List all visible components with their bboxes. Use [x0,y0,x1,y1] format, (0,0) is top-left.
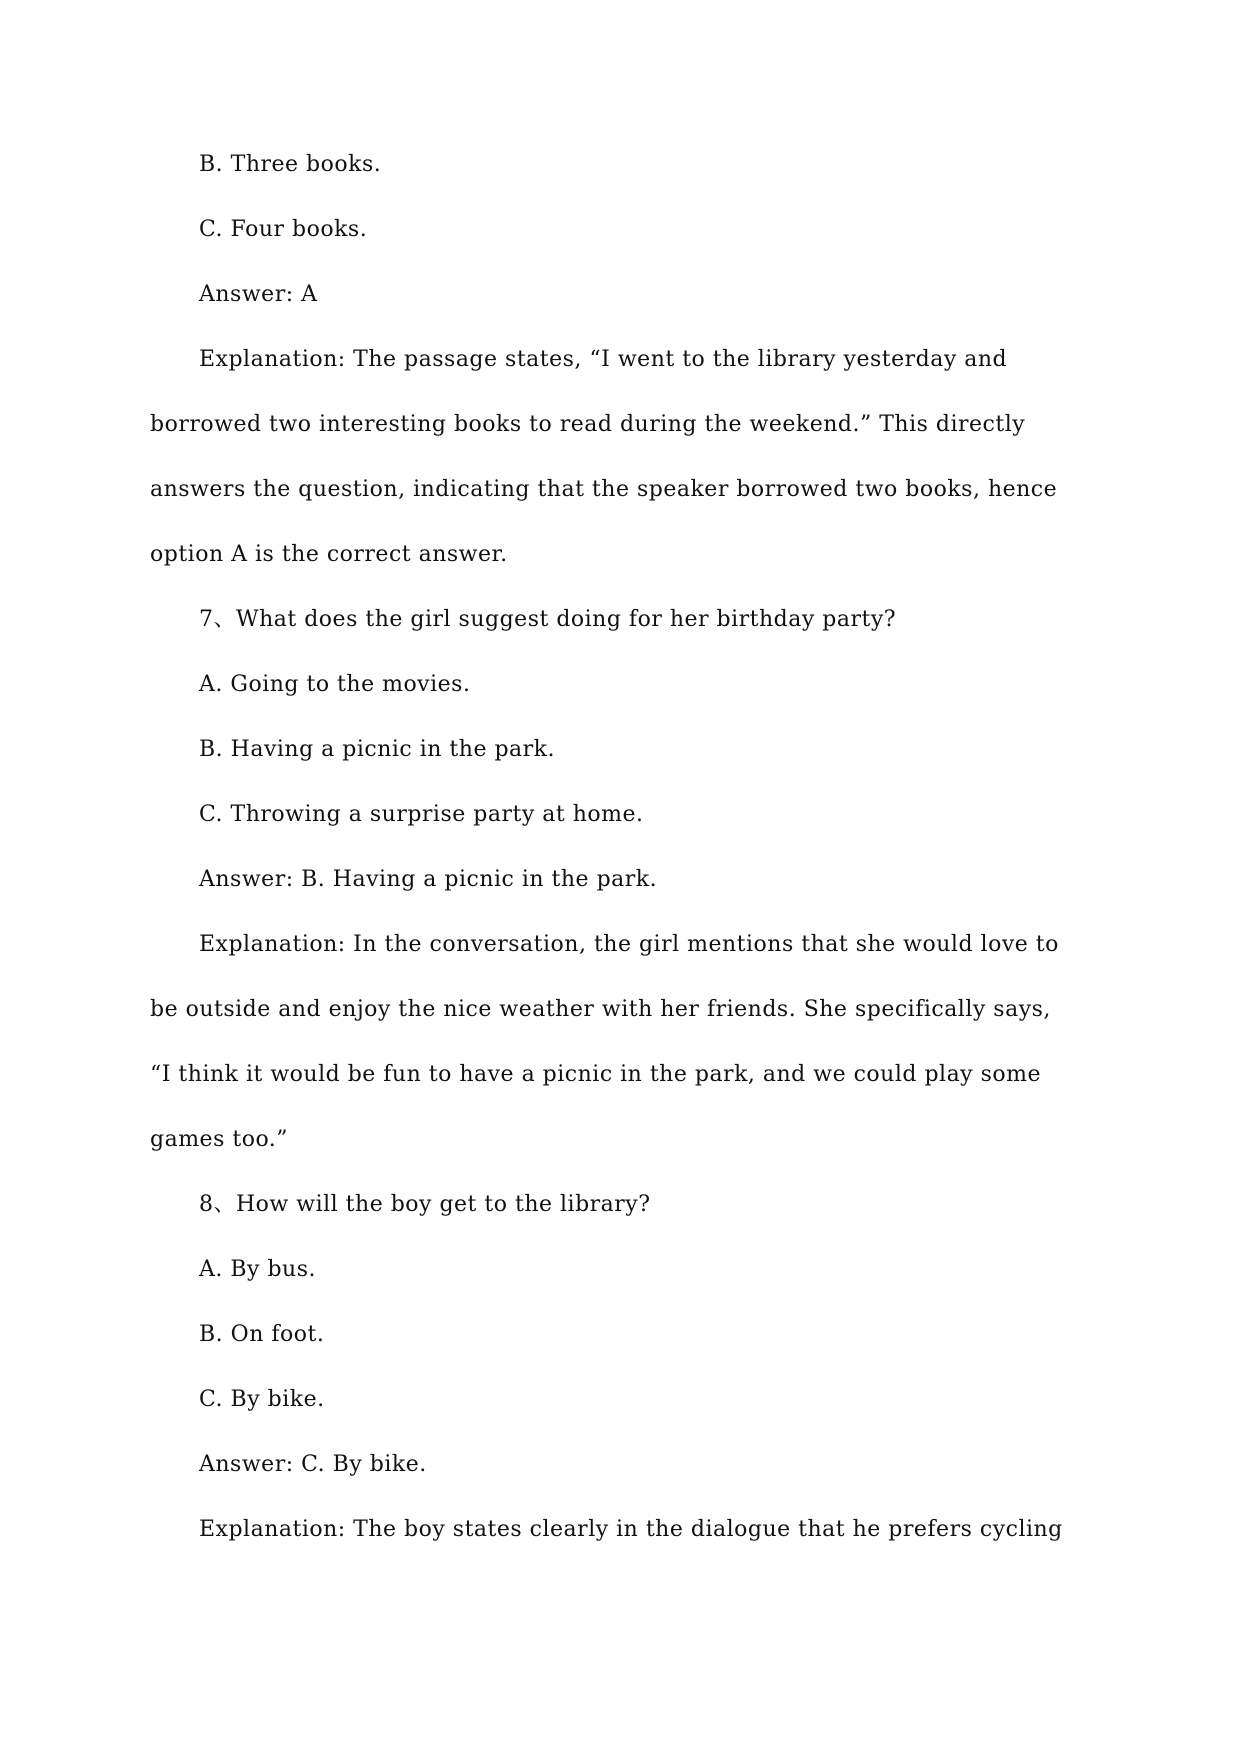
answer-q7: Answer: B. Having a picnic in the park. [199,867,658,892]
explanation-q7-line-3: “I think it would be fun to have a picnic in the park, and we could play some [150,1062,1042,1087]
answer-q6: Answer: A [199,282,318,307]
option-b-q6: B. Three books. [199,152,382,177]
question-7: 7、What does the girl suggest doing for her birthday party? [199,607,897,632]
question-8: 8、How will the boy get to the library? [199,1192,651,1217]
explanation-q7-line-1: Explanation: In the conversation, the girl mentions that she would love to [199,932,1059,957]
explanation-q6-line-4: option A is the correct answer. [150,542,508,567]
explanation-q6-line-1: Explanation: The passage states, “I went to the library yesterday and [199,347,1008,372]
option-a-q7: A. Going to the movies. [199,672,471,697]
option-b-q8: B. On foot. [199,1322,325,1347]
explanation-q7-line-2: be outside and enjoy the nice weather with her friends. She specifically says, [150,997,1051,1022]
explanation-q6-line-2: borrowed two interesting books to read during the weekend.” This directly [150,412,1026,437]
explanation-q7-line-4: games too.” [150,1127,289,1152]
explanation-q8-line-1: Explanation: The boy states clearly in the dialogue that he prefers cycling [199,1517,1063,1542]
explanation-q6-line-3: answers the question, indicating that the speaker borrowed two books, hence [150,477,1058,502]
option-a-q8: A. By bus. [199,1257,316,1282]
option-c-q6: C. Four books. [199,217,368,242]
answer-q8: Answer: C. By bike. [199,1452,427,1477]
option-c-q7: C. Throwing a surprise party at home. [199,802,644,827]
option-b-q7: B. Having a picnic in the park. [199,737,555,762]
option-c-q8: C. By bike. [199,1387,325,1412]
